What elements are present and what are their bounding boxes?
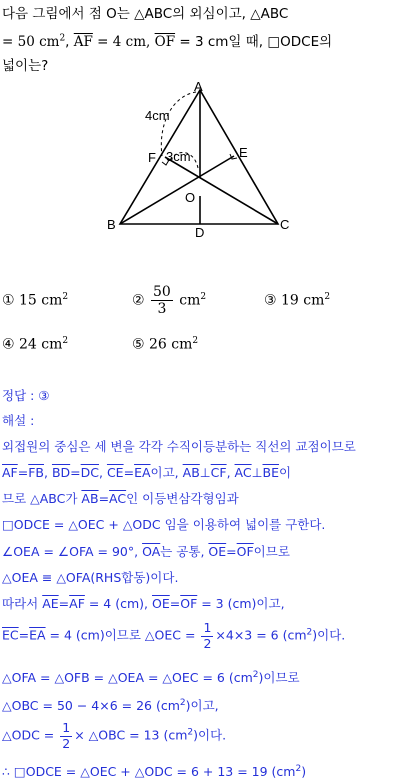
label-d: D [195, 225, 205, 240]
question-line-2: = 50 $cm^2$, $\overline{AF} = 4$ cm, $\overline{OF} = 3$ cm일 때, □ODCE의 [2, 33, 333, 50]
triangle-abc [120, 90, 278, 224]
solution-line-6: △OEA ≡ △OFA(RHS합동)이다. [2, 570, 179, 585]
label-c: C [280, 217, 290, 232]
question-line-1: 다음 그림에서 점 O는 △ABC의 외심이고, △ABC [2, 6, 289, 22]
label-b: B [107, 217, 116, 232]
solution-line-4: □ODCE = △OEC + △ODC 임을 이용하여 넓이를 구한다. [2, 517, 326, 532]
choice-1[interactable]: ① 15 $cm^2$ [2, 292, 69, 309]
choice-4[interactable]: ④ 24 $cm^2$ [2, 336, 69, 353]
solution-line-11: △ODC = $\frac{1}{2}$ × △OBC = 13 $(cm^2)$이다. [2, 720, 227, 751]
solution-line-12: ∴ □ODCE = △OEC + △ODC = 6 + 13 = 19 $(cm^2)$ [2, 764, 307, 780]
choice-2[interactable]: ② $\frac{50}{3}$ $cm^2$ [132, 284, 207, 317]
solution-line-8: $\overline{EC}=\overline{EA} = 4$ (cm)이므로 △OEC = $\frac{1}{2}$ ×4×3 = 6 $(cm^2)$이다. [2, 620, 346, 651]
choice-5[interactable]: ⑤ 26 $cm^2$ [132, 336, 199, 353]
question-line-3: 넓이는? [2, 58, 49, 74]
segment-fc [165, 157, 278, 224]
label-a: A [194, 79, 203, 94]
solution-title: 해설 : [2, 413, 35, 428]
triangle-figure [100, 78, 310, 240]
solution-line-3: 므로 △ABC가 $\overline{AB}=\overline{AC}$인 이등변삼각형임과 [2, 491, 239, 506]
label-f: F [148, 150, 156, 165]
solution-line-9: △OFA = △OFB = △OEA = △OEC = 6 $(cm^2)$이므로 [2, 669, 300, 685]
answer-label: 정답 : ③ [2, 388, 50, 403]
label-4cm: 4cm [145, 108, 170, 123]
segment-eb [120, 156, 234, 224]
label-e: E [239, 145, 248, 160]
label-o: O [185, 190, 196, 205]
solution-line-7: 따라서 $\overline{AE}=\overline{AF} = 4$ (cm), $\overline{OE}=\overline{OF} = 3$ (cm)이고, [2, 596, 285, 611]
solution-line-2: $\overline{AF}=\overline{FB}$, $\overline{BD}=\overline{DC}$, $\overline{CE}=\overline{EA}$이고, $\overline{AB}\perp\overline{CF}$, $\overline{AC}\perp\overline{BE}$이 [2, 465, 292, 480]
label-3cm: 3cm [166, 149, 191, 164]
solution-line-1: 외접원의 중심은 세 변을 각각 수직이등분하는 직선의 교점이므로 [2, 439, 356, 454]
solution-line-10: △OBC = 50 − 4×6 = 26 $(cm^2)$이고, [2, 697, 219, 713]
solution-line-5: ∠OEA = ∠OFA = 90°, $\overline{OA}$는 공통, $\overline{OE}=\overline{OF}$이므로 [2, 544, 290, 559]
choice-3[interactable]: ③ 19 $cm^2$ [264, 292, 331, 309]
